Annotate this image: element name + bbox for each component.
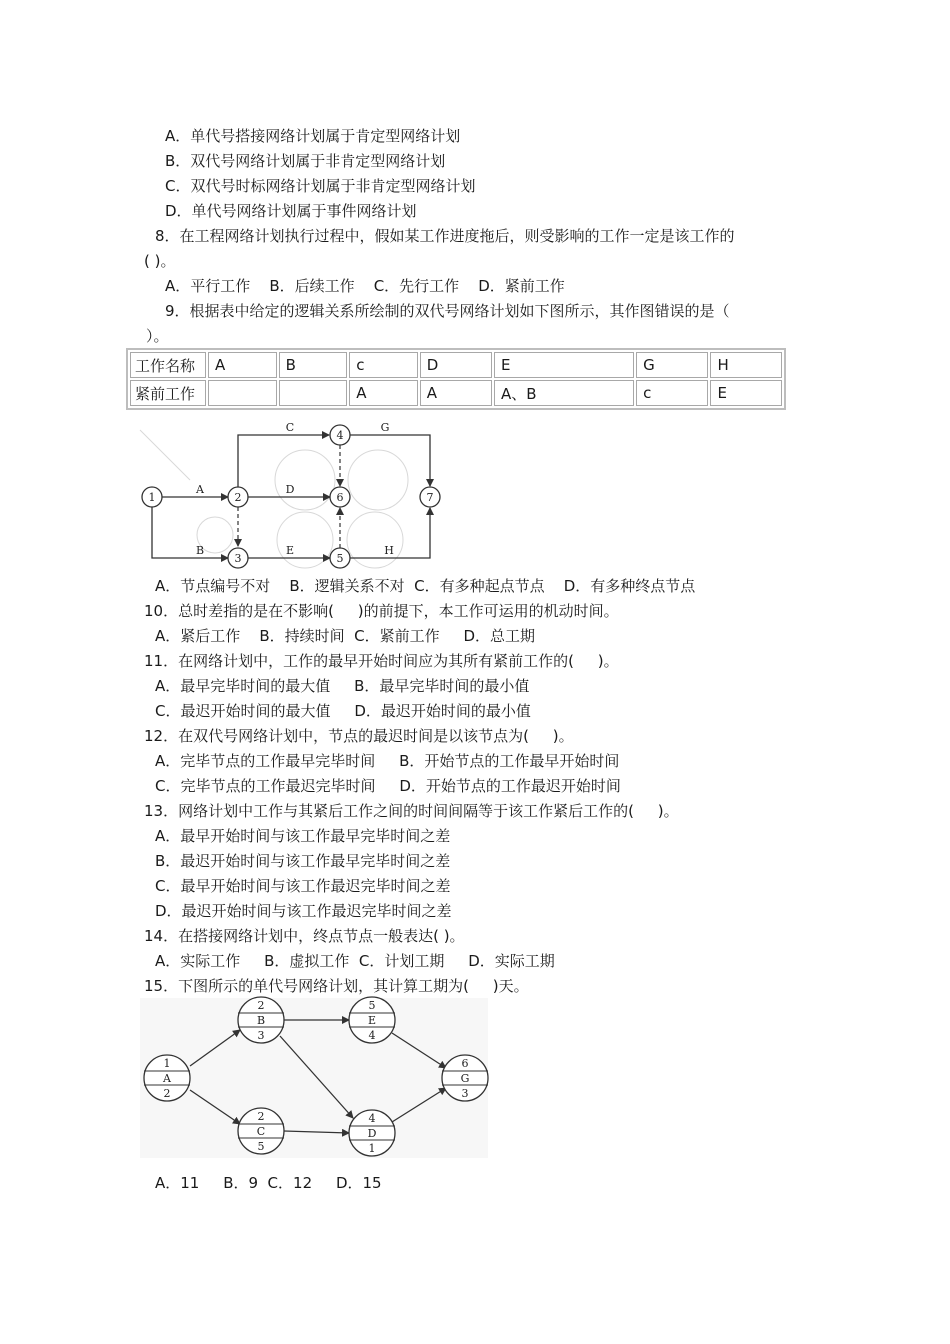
table-cell: 紧前工作 <box>130 380 206 406</box>
q15-stem: 15．下图所示的单代号网络计划，其计算工期为( )天。 <box>144 977 529 995</box>
node-b-duration: 3 <box>257 1029 265 1042</box>
table-cell: A <box>420 380 492 406</box>
q7-option-d: D．单代号网络计划属于事件网络计划 <box>165 202 417 220</box>
q8-options: A．平行工作 B．后续工作 C．先行工作 D．紧前工作 <box>165 277 565 295</box>
table-cell: D <box>420 352 492 378</box>
node-c-name: C <box>256 1125 266 1138</box>
node-label: 7 <box>426 491 434 504</box>
q12-options-ab: A．完毕节点的工作最早完毕时间 B．开始节点的工作最早开始时间 <box>155 752 620 770</box>
table-cell: H <box>710 352 782 378</box>
q12-stem: 12．在双代号网络计划中，节点的最迟时间是以该节点为( )。 <box>144 727 574 745</box>
q7-option-c: C．双代号时标网络计划属于非肯定型网络计划 <box>165 177 476 195</box>
node-g-id: 6 <box>461 1057 469 1070</box>
arrow-label: B <box>195 544 205 557</box>
q15-options: A．11 B．9 C．12 D．15 <box>155 1174 382 1192</box>
node-c-id: 2 <box>257 1110 265 1123</box>
arrow-label: E <box>285 544 295 557</box>
node-g-name: G <box>460 1072 470 1085</box>
table-cell: c <box>349 352 418 378</box>
table-cell: G <box>636 352 708 378</box>
table-cell: A、B <box>494 380 634 406</box>
node-b-name: B <box>256 1014 266 1027</box>
arrow-label: D <box>285 483 295 496</box>
table-cell: B <box>279 352 348 378</box>
table-cell: 工作名称 <box>130 352 206 378</box>
q9-stem-continued: ）。 <box>146 327 169 345</box>
node-label: 5 <box>336 552 344 565</box>
node-e-name: E <box>367 1014 377 1027</box>
node-label: 2 <box>234 491 242 504</box>
q13-option-a: A．最早开始时间与该工作最早完毕时间之差 <box>155 827 451 845</box>
node-e-id: 5 <box>368 999 376 1012</box>
arrow-label: C <box>285 421 295 434</box>
table-cell: A <box>349 380 418 406</box>
q13-option-c: C．最早开始时间与该工作最迟完毕时间之差 <box>155 877 451 895</box>
q13-option-d: D．最迟开始时间与该工作最迟完毕时间之差 <box>155 902 452 920</box>
q14-stem: 14．在搭接网络计划中，终点节点一般表达( )。 <box>144 927 465 945</box>
node-d-id: 4 <box>368 1112 376 1125</box>
node-label: 3 <box>234 552 242 565</box>
q13-stem: 13．网络计划中工作与其紧后工作之间的时间间隔等于该工作紧后工作的( )。 <box>144 802 679 820</box>
q10-options: A．紧后工作 B．持续时间 C．紧前工作 D．总工期 <box>155 627 536 645</box>
table-cell: E <box>494 352 634 378</box>
q7-option-a: A．单代号搭接网络计划属于肯定型网络计划 <box>165 127 461 145</box>
node-d-duration: 1 <box>368 1142 376 1155</box>
table-cell: c <box>636 380 708 406</box>
table-cell: E <box>710 380 782 406</box>
node-d-name: D <box>367 1127 377 1140</box>
node-a-duration: 2 <box>163 1087 171 1100</box>
arrow-label: G <box>380 421 390 434</box>
node-a-id: 1 <box>163 1057 171 1070</box>
arrow-label: A <box>196 483 204 496</box>
node-label: 6 <box>336 491 344 504</box>
arrow-label: H <box>384 544 394 557</box>
q9-stem: 9．根据表中给定的逻辑关系所绘制的双代号网络计划如下图所示，其作图错误的是（ <box>165 302 730 320</box>
q11-options-ab: A．最早完毕时间的最大值 B．最早完毕时间的最小值 <box>155 677 530 695</box>
q8-stem: 8．在工程网络计划执行过程中，假如某工作进度拖后，则受影响的工作一定是该工作的 <box>155 227 735 245</box>
q10-stem: 10．总时差指的是在不影响( )的前提下，本工作可运用的机动时间。 <box>144 602 619 620</box>
node-label: 4 <box>336 429 344 442</box>
q13-option-b: B．最迟开始时间与该工作最早完毕时间之差 <box>155 852 451 870</box>
node-c-duration: 5 <box>257 1140 265 1153</box>
node-e-duration: 4 <box>368 1029 376 1042</box>
node-b-id: 2 <box>257 999 265 1012</box>
q11-options-cd: C．最迟开始时间的最大值 D．最迟开始时间的最小值 <box>155 702 531 720</box>
q7-option-b: B．双代号网络计划属于非肯定型网络计划 <box>165 152 446 170</box>
q8-stem-continued: ( )。 <box>144 252 176 270</box>
node-label: 1 <box>148 491 156 504</box>
table-cell: A <box>208 352 277 378</box>
node-a-name: A <box>163 1072 171 1085</box>
q12-options-cd: C．完毕节点的工作最迟完毕时间 D．开始节点的工作最迟开始时间 <box>155 777 621 795</box>
q9-options: A．节点编号不对 B．逻辑关系不对 C．有多种起点节点 D．有多种终点节点 <box>155 577 696 595</box>
node-g-duration: 3 <box>461 1087 469 1100</box>
q14-options: A．实际工作 B．虚拟工作 C．计划工期 D．实际工期 <box>155 952 555 970</box>
q11-stem: 11．在网络计划中，工作的最早开始时间应为其所有紧前工作的( )。 <box>144 652 619 670</box>
